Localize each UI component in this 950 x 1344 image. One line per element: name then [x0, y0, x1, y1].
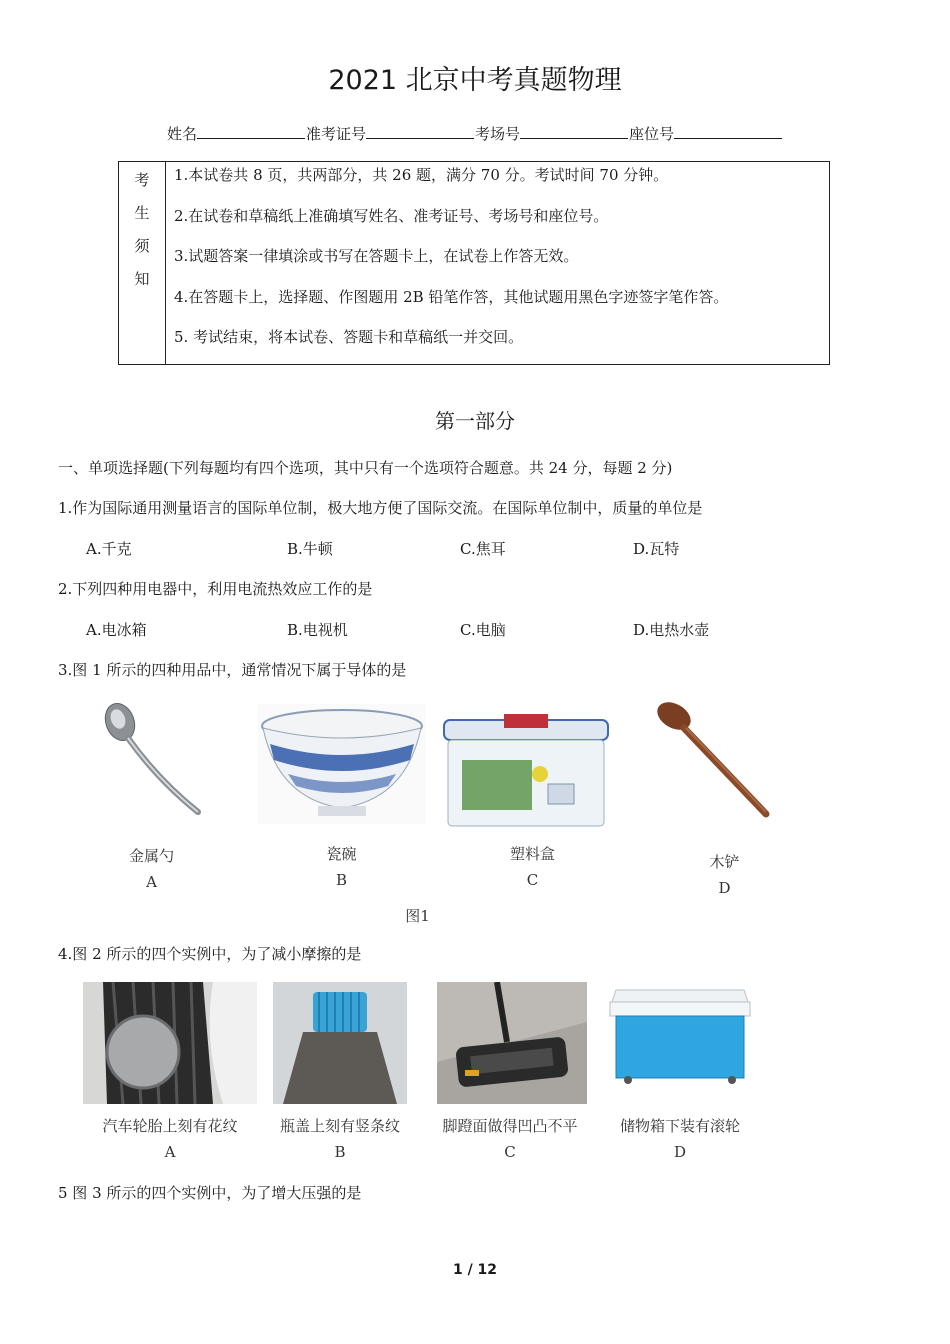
question-1-option-c: C.焦耳: [460, 540, 506, 558]
notice-heading-char: 知: [134, 270, 150, 288]
wooden-spatula-icon: [650, 700, 775, 822]
q3-caption-a: 金属勺: [128, 847, 174, 865]
q4-letter-c: C: [504, 1143, 516, 1161]
part-heading: 一、单项选择题(下列每题均有四个选项，其中只有一个选项符合题意。共 24 分，每题 2 分): [58, 459, 673, 477]
q4-caption-d: 储物箱下装有滚轮: [619, 1117, 740, 1135]
notice-item: 2.在试卷和草稿纸上准确填写姓名、准考证号、考场号和座位号。: [174, 206, 609, 225]
question-2-option-c: C.电脑: [460, 621, 506, 639]
question-2-option-d: D.电热水壶: [633, 621, 710, 639]
notice-item: 5. 考试结束，将本试卷、答题卡和草稿纸一并交回。: [174, 328, 524, 346]
question-3-stem: 3.图 1 所示的四种用品中，通常情况下属于导体的是: [58, 661, 407, 679]
notice-items: [166, 162, 829, 364]
q3-caption-d: 木铲: [709, 853, 740, 871]
candidate-info-line: [0, 123, 950, 144]
metal-spoon-icon: [98, 700, 213, 825]
notice-heading-char: 须: [134, 237, 150, 255]
bottle-cap-icon: [273, 982, 407, 1104]
question-2-option-b: B.电视机: [287, 621, 348, 639]
q4-caption-b: 瓶盖上刻有竖条纹: [279, 1117, 400, 1135]
q3-caption-b: 瓷碗: [326, 845, 357, 863]
room-blank: [520, 124, 628, 139]
notice-heading-char: 考: [134, 171, 150, 189]
notice-item: 4.在答题卡上，选择题、作图题用 2B 铅笔作答，其他试题用黑色字迹签字笔作答。: [174, 287, 729, 306]
question-2-stem: 2.下列四种用电器中，利用电流热效应工作的是: [58, 580, 373, 598]
notice-item: 3.试题答案一律填涂或书写在答题卡上，在试卷上作答无效。: [174, 247, 579, 265]
notice-heading: [119, 162, 166, 364]
figure-1-label: 图1: [405, 907, 430, 925]
page-title: 2021 北京中考真题物理: [328, 65, 622, 96]
ticket-label: 准考证号: [305, 125, 366, 143]
q3-letter-c: C: [526, 871, 539, 889]
plastic-box-icon: [440, 712, 612, 830]
ticket-blank: [366, 124, 474, 139]
name-label: 姓名: [166, 125, 197, 143]
car-tire-icon: [83, 982, 257, 1104]
storage-box-icon: [604, 988, 756, 1086]
name-blank: [197, 124, 305, 139]
q4-letter-d: D: [673, 1143, 687, 1161]
page-number: 1 / 12: [452, 1262, 498, 1278]
q4-caption-c: 脚蹬面做得凹凸不平: [442, 1117, 578, 1135]
candidate-notice-box: [118, 161, 830, 365]
room-label: 考场号: [475, 125, 521, 143]
question-1-option-a: A.千克: [86, 540, 132, 558]
q3-caption-c: 塑料盒: [509, 845, 555, 863]
q4-letter-a: A: [164, 1143, 176, 1161]
q4-letter-b: B: [334, 1143, 346, 1161]
notice-heading-char: 生: [134, 204, 150, 222]
porcelain-bowl-icon: [258, 704, 426, 824]
bike-pedal-icon: [437, 982, 587, 1104]
notice-item: 1.本试卷共 8 页，共两部分，共 26 题，满分 70 分。考试时间 70 分钟。: [174, 166, 669, 184]
section-title: 第一部分: [435, 409, 515, 433]
q3-letter-b: B: [335, 871, 348, 889]
question-1-stem: 1.作为国际通用测量语言的国际单位制，极大地方便了国际交流。在国际单位制中，质量的单位是: [58, 499, 703, 517]
question-2-option-a: A.电冰箱: [86, 621, 147, 639]
question-4-stem: 4.图 2 所示的四个实例中，为了减小摩擦的是: [58, 945, 362, 963]
q4-caption-a: 汽车轮胎上刻有花纹: [102, 1117, 238, 1135]
question-1-option-b: B.牛顿: [287, 540, 333, 558]
q3-letter-a: A: [146, 873, 157, 891]
seat-label: 座位号: [629, 125, 675, 143]
question-1-option-d: D.瓦特: [633, 540, 680, 558]
q3-letter-d: D: [718, 879, 731, 897]
seat-blank: [674, 124, 782, 139]
question-5-stem: 5 图 3 所示的四个实例中，为了增大压强的是: [58, 1184, 362, 1202]
